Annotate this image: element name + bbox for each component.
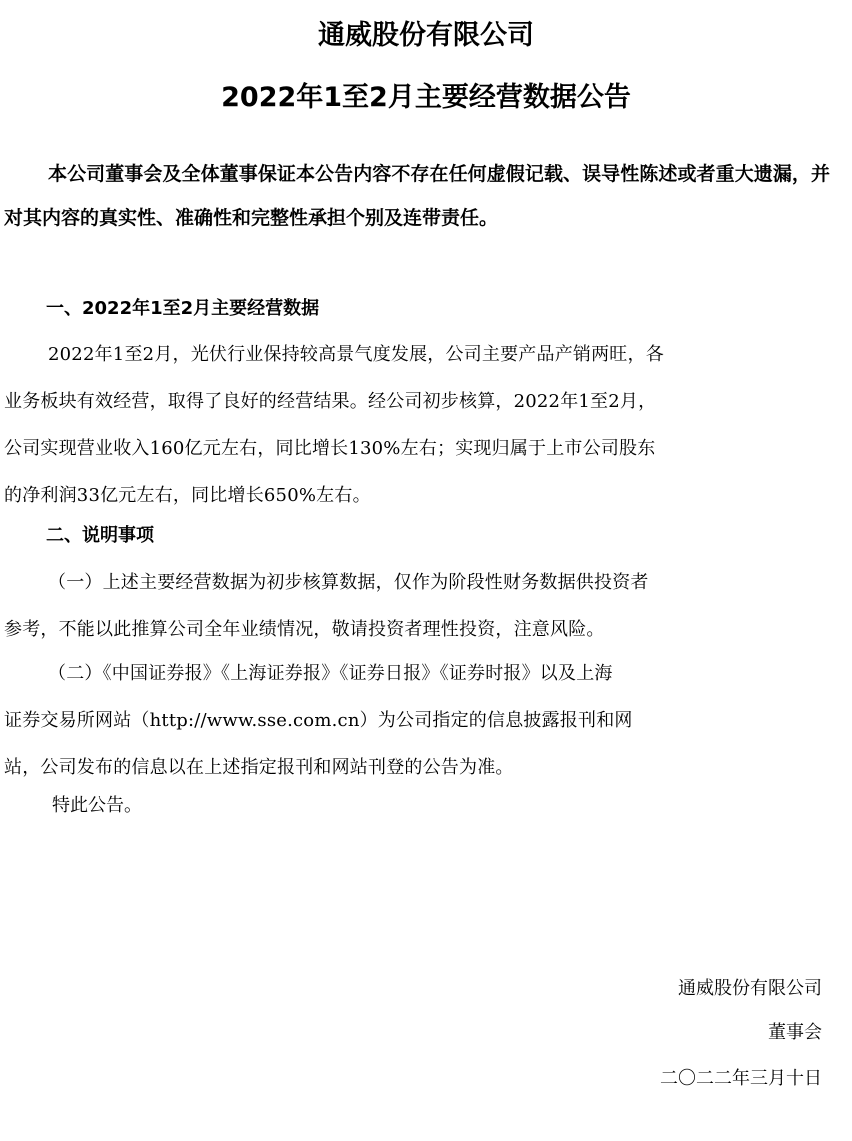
signature-date: 二〇二二年三月十日 [660, 1068, 822, 1089]
section-2-item-2-line: 站，公司发布的信息以在上述指定报刊和网站刊登的公告为准。 [4, 757, 514, 778]
section-1-line: 的净利润33亿元左右，同比增长650%左右。 [4, 485, 371, 506]
section-2-item-1-line: （一）上述主要经营数据为初步核算数据，仅作为阶段性财务数据供投资者 [48, 572, 649, 593]
section-2-heading: 二、说明事项 [46, 525, 154, 546]
signature-board: 董事会 [768, 1022, 822, 1043]
closing-remark: 特此公告。 [52, 795, 142, 816]
section-1-line: 公司实现营业收入160亿元左右，同比增长130%左右；实现归属于上市公司股东 [4, 438, 656, 459]
report-title: 2022年1至2月主要经营数据公告 [221, 82, 631, 113]
company-title: 通威股份有限公司 [318, 20, 534, 51]
section-1-line: 2022年1至2月，光伏行业保持较高景气度发展，公司主要产品产销两旺，各 [48, 344, 664, 365]
board-statement: 本公司董事会及全体董事保证本公告内容不存在任何虚假记载、误导性陈述或者重大遗漏，并对其内容的真实性、准确性和完整性承担个别及连带责任。 [4, 163, 830, 229]
section-2-item-1-line: 参考，不能以此推算公司全年业绩情况，敬请投资者理性投资，注意风险。 [4, 619, 605, 640]
section-1-heading: 一、2022年1至2月主要经营数据 [46, 298, 320, 319]
section-2-item-2-line: （二）《中国证券报》《上海证券报》《证券日报》《证券时报》以及上海 [48, 663, 613, 684]
section-2-item-2 [4, 650, 828, 791]
signature-company: 通威股份有限公司 [678, 978, 822, 999]
section-1-line: 业务板块有效经营，取得了良好的经营结果。经公司初步核算，2022年1至2月， [4, 391, 657, 412]
section-2-item-2-line: 证券交易所网站（http://www.sse.com.cn）为公司指定的信息披露报刊和网 [4, 710, 633, 731]
section-1-paragraph [4, 331, 828, 519]
section-2-item-1 [4, 559, 828, 653]
